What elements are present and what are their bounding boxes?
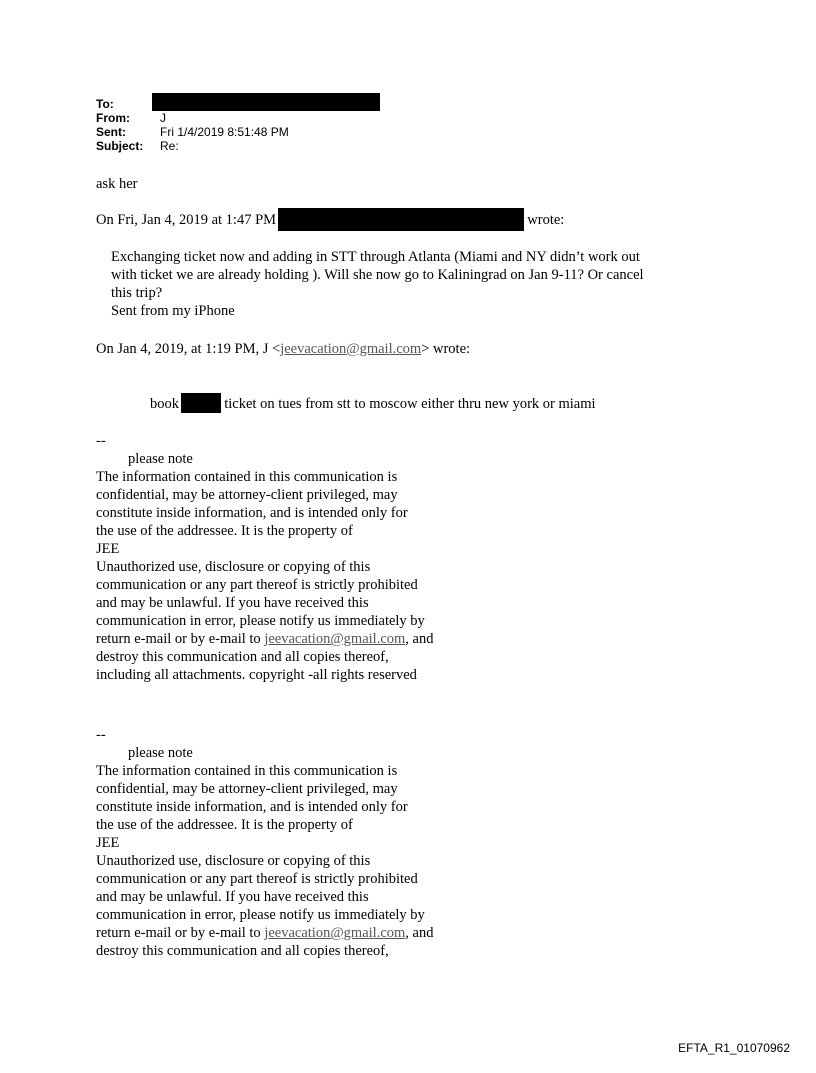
reply-text: ask her (96, 176, 138, 192)
inner-before: book (150, 396, 179, 412)
quote1-body (111, 248, 644, 320)
redaction-bar (181, 393, 221, 413)
disclaimer-line: The information contained in this communication is (96, 469, 398, 485)
from-label: From: (96, 111, 130, 125)
quote1-line: Sent from my iPhone (111, 303, 235, 319)
quote2-email-link[interactable]: jeevacation@gmail.com (280, 341, 422, 357)
quote1-suffix: wrote: (527, 212, 565, 228)
disclaimer-line: and may be unlawful. If you have received this (96, 595, 369, 611)
disclaimer-return-line (96, 630, 433, 648)
disclaimer-email-link[interactable]: jeevacation@gmail.com (264, 925, 406, 941)
redaction-bar (278, 208, 524, 231)
disclaimer-line: communication in error, please notify us immediately by (96, 613, 425, 629)
disclaimer-line: Unauthorized use, disclosure or copying of this (96, 559, 371, 575)
disclaimer-line: destroy this communication and all copies thereof, (96, 943, 389, 959)
disclaimer-line: constitute inside information, and is intended only for (96, 505, 408, 521)
disclaimer-line: communication or any part thereof is strictly prohibited (96, 871, 418, 887)
disclaimer-line: the use of the addressee. It is the property of (96, 523, 353, 539)
redaction-bar (152, 93, 380, 111)
disclaimer-email-link[interactable]: jeevacation@gmail.com (264, 631, 406, 647)
quote2-attribution (96, 340, 470, 358)
document-id: EFTA_R1_01070962 (678, 1041, 790, 1055)
disclaimer-note: please note (128, 745, 193, 761)
disclaimer-line: communication or any part thereof is strictly prohibited (96, 577, 418, 593)
disclaimer-line: the use of the addressee. It is the property of (96, 817, 353, 833)
quote1-line: with ticket we are already holding ). Will she now go to Kaliningrad on Jan 9-11? Or cancel (111, 267, 644, 283)
inner-message (150, 395, 596, 413)
disclaimer-line: and may be unlawful. If you have received this (96, 889, 369, 905)
quote1-line: this trip? (111, 285, 163, 301)
disclaimer-line: The information contained in this communication is (96, 763, 398, 779)
disclaimer-note: please note (128, 451, 193, 467)
disclaimer-2 (96, 726, 433, 960)
return-prefix: return e-mail or by e-mail to (96, 925, 265, 941)
subject-label: Subject: (96, 139, 144, 153)
quote2-suffix: > wrote: (421, 341, 471, 357)
quote2-prefix: On Jan 4, 2019, at 1:19 PM, J < (96, 341, 281, 357)
return-prefix: return e-mail or by e-mail to (96, 631, 265, 647)
return-suffix: , and (405, 925, 434, 941)
from-value: J (160, 111, 166, 125)
to-label: To: (96, 97, 114, 111)
quote1-line: Exchanging ticket now and adding in STT through Atlanta (Miami and NY didn’t work out (111, 249, 640, 265)
disclaimer-line: JEE (96, 541, 120, 557)
sent-label: Sent: (96, 125, 126, 139)
disclaimer-1 (96, 432, 433, 684)
sent-value: Fri 1/4/2019 8:51:48 PM (160, 125, 289, 139)
quote1-prefix: On Fri, Jan 4, 2019 at 1:47 PM (96, 212, 277, 228)
subject-value: Re: (160, 139, 179, 153)
disclaimer-line: confidential, may be attorney-client privileged, may (96, 781, 398, 797)
disclaimer-line: constitute inside information, and is intended only for (96, 799, 408, 815)
disclaimer-separator: -- (96, 727, 106, 743)
disclaimer-separator: -- (96, 433, 106, 449)
disclaimer-line: confidential, may be attorney-client privileged, may (96, 487, 398, 503)
disclaimer-line: communication in error, please notify us immediately by (96, 907, 425, 923)
disclaimer-line: Unauthorized use, disclosure or copying of this (96, 853, 371, 869)
inner-after: ticket on tues from stt to moscow either thru new york or miami (224, 396, 596, 412)
disclaimer-line: destroy this communication and all copies thereof, (96, 649, 389, 665)
return-suffix: , and (405, 631, 434, 647)
disclaimer-return-line (96, 924, 433, 942)
quote1-attribution (96, 211, 564, 231)
disclaimer-line: including all attachments. copyright -all rights reserved (96, 667, 417, 683)
disclaimer-line: JEE (96, 835, 120, 851)
